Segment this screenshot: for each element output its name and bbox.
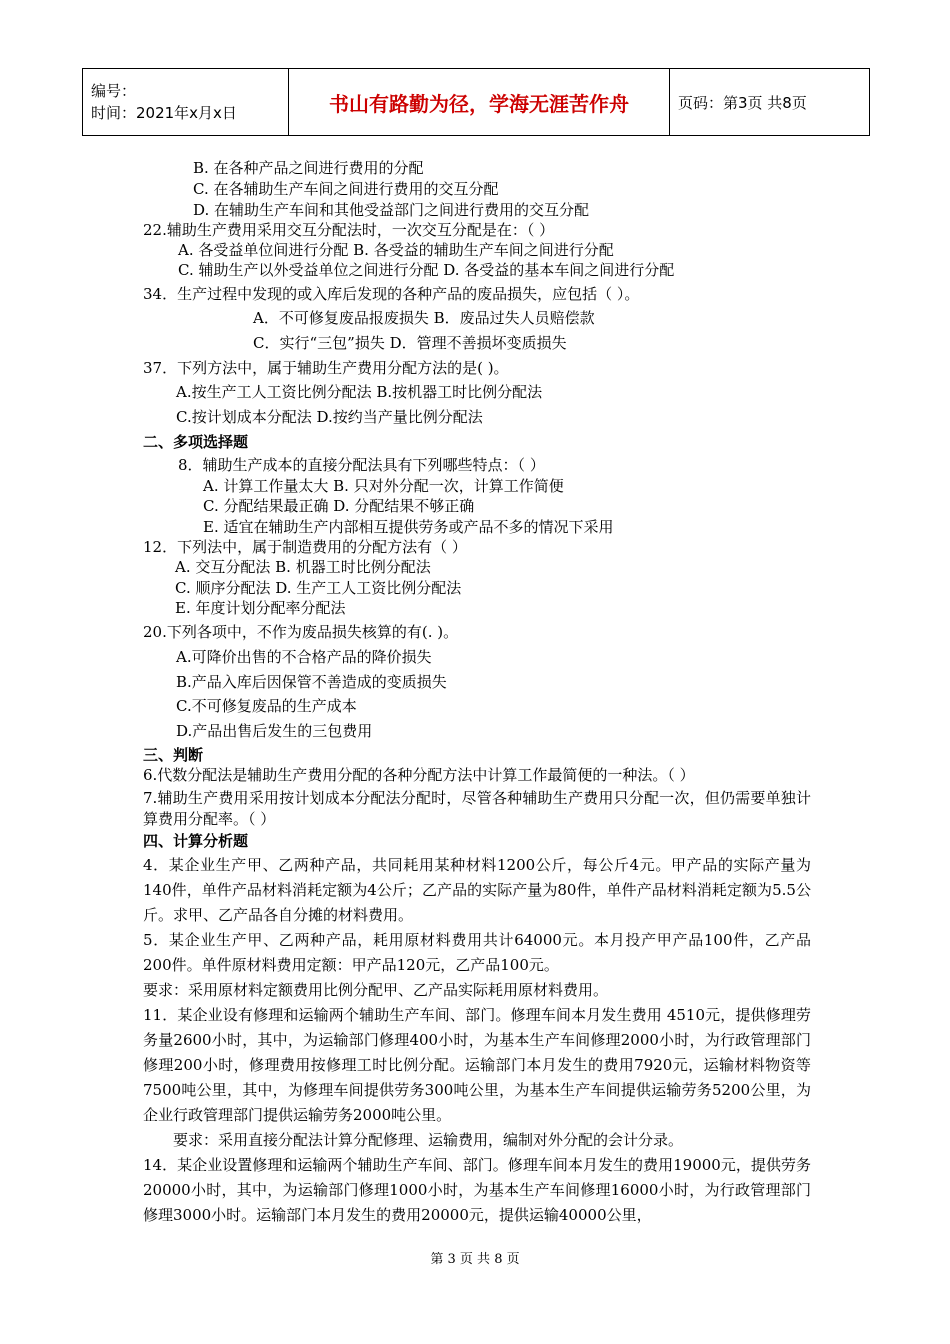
problem-5-requirement: 要求：采用原材料定额费用比例分配甲、乙产品实际耗用原材料费用。 <box>143 981 609 999</box>
question-20-option-c: C.不可修复废品的生产成本 <box>176 697 357 715</box>
question-37-options-ab: A.按生产工人工资比例分配法 B.按机器工时比例分配法 <box>176 383 543 401</box>
question-20-option-b: B.产品入库后因保管不善造成的变质损失 <box>176 673 447 691</box>
header-time-label: 时间：2021年x月x日 <box>91 104 237 122</box>
header-page-info: 页码：第3页 共8页 <box>670 69 870 136</box>
header-meta <box>83 69 289 136</box>
question-8-option-e: E. 适宜在辅助生产内部相互提供劳务或产品不多的情况下采用 <box>203 518 614 536</box>
option-c: C. 在各辅助生产车间之间进行费用的交互分配 <box>193 180 499 198</box>
question-8-options-ab: A. 计算工作量太大 B. 只对外分配一次，计算工作简便 <box>203 477 564 495</box>
question-12-option-e: E. 年度计划分配率分配法 <box>175 599 346 617</box>
option-d: D. 在辅助生产车间和其他受益部门之间进行费用的交互分配 <box>193 201 590 219</box>
judgment-6: 6.代数分配法是辅助生产费用分配的各种分配方法中计算工作最简便的一种法。（ ） <box>143 766 695 784</box>
section-2-heading: 二、多项选择题 <box>143 433 249 451</box>
page-footer: 第 3 页 共 8 页 <box>430 1252 520 1267</box>
question-34-options-cd: C．实行“三包”损失 D．管理不善损坏变质损失 <box>253 334 567 352</box>
question-20: 20.下列各项中，不作为废品损失核算的有(. )。 <box>143 623 459 641</box>
problem-11-requirement: 要求：采用直接分配法计算分配修理、运输费用，编制对外分配的会计分录。 <box>173 1131 684 1149</box>
question-12-options-ab: A. 交互分配法 B. 机器工时比例分配法 <box>175 558 431 576</box>
question-12: 12．下列法中，属于制造费用的分配方法有（ ） <box>143 538 467 556</box>
question-37: 37．下列方法中，属于辅助生产费用分配方法的是( )。 <box>143 359 509 377</box>
header-motto: 书山有路勤为径，学海无涯苦作舟 <box>289 69 670 136</box>
question-34-options-ab: A．不可修复废品报废损失 B．废品过失人员赔偿款 <box>253 309 595 327</box>
problem-5: 5．某企业生产甲、乙两种产品，耗用原材料费用共计64000元。本月投产甲产品100件，乙产品200件。单件原材料费用定额：甲产品120元，乙产品100元。 <box>143 931 811 974</box>
section-4-heading: 四、计算分析题 <box>143 832 249 850</box>
question-20-option-a: A.可降价出售的不合格产品的降价损失 <box>176 648 432 666</box>
question-22-options-ab: A. 各受益单位间进行分配 B. 各受益的辅助生产车间之间进行分配 <box>178 241 614 259</box>
question-8: 8．辅助生产成本的直接分配法具有下列哪些特点：（ ） <box>178 456 545 474</box>
question-22: 22.辅助生产费用采用交互分配法时，一次交互分配是在：（ ） <box>143 221 555 239</box>
problem-14: 14．某企业设置修理和运输两个辅助生产车间、部门。修理车间本月发生的费用19000元，提供劳务20000小时，其中，为运输部门修理1000小时，为基本生产车间修理16000小时，为行政管理部门修理3000小时。运输部门本月发生的费用20000元，提供运输40000公里， <box>143 1156 811 1224</box>
section-3-heading: 三、判断 <box>143 746 204 764</box>
problem-11: 11．某企业设有修理和运输两个辅助生产车间、部门。修理车间本月发生费用 4510元，提供修理劳务量2600小时，其中，为运输部门修理400小时，为基本生产车间修理2000小时，为行政管理部门修理200小时，修理费用按修理工时比例分配。运输部门本月发生的费用7920元，运输材料物资等7500吨公里，其中，为修理车间提供劳务300吨公里，为基本生产车间提供运输劳务5200公里，为企业行政管理部门提供运输劳务2000吨公里。 <box>143 1006 811 1124</box>
question-8-options-cd: C. 分配结果最正确 D. 分配结果不够正确 <box>203 497 475 515</box>
page-header <box>82 68 870 136</box>
question-12-options-cd: C. 顺序分配法 D. 生产工人工资比例分配法 <box>175 579 462 597</box>
judgment-7: 7.辅助生产费用采用按计划成本分配法分配时，尽管各种辅助生产费用只分配一次，但仍需要单独计算费用分配率。（ ） <box>143 789 811 828</box>
problem-4: 4．某企业生产甲、乙两种产品，共同耗用某种材料1200公斤，每公斤4元。甲产品的实际产量为140件，单件产品材料消耗定额为4公斤；乙产品的实际产量为80件，单件产品材料消耗定额为5.5公斤。求甲、乙产品各自分摊的材料费用。 <box>143 856 811 924</box>
question-20-option-d: D.产品出售后发生的三包费用 <box>176 722 373 740</box>
question-34: 34．生产过程中发现的或入库后发现的各种产品的废品损失，应包括（ ）。 <box>143 285 640 303</box>
question-22-options-cd: C. 辅助生产以外受益单位之间进行分配 D. 各受益的基本车间之间进行分配 <box>178 261 675 279</box>
option-b: B. 在各种产品之间进行费用的分配 <box>193 159 424 177</box>
header-number-label: 编号： <box>91 82 137 100</box>
question-37-options-cd: C.按计划成本分配法 D.按约当产量比例分配法 <box>176 408 483 426</box>
